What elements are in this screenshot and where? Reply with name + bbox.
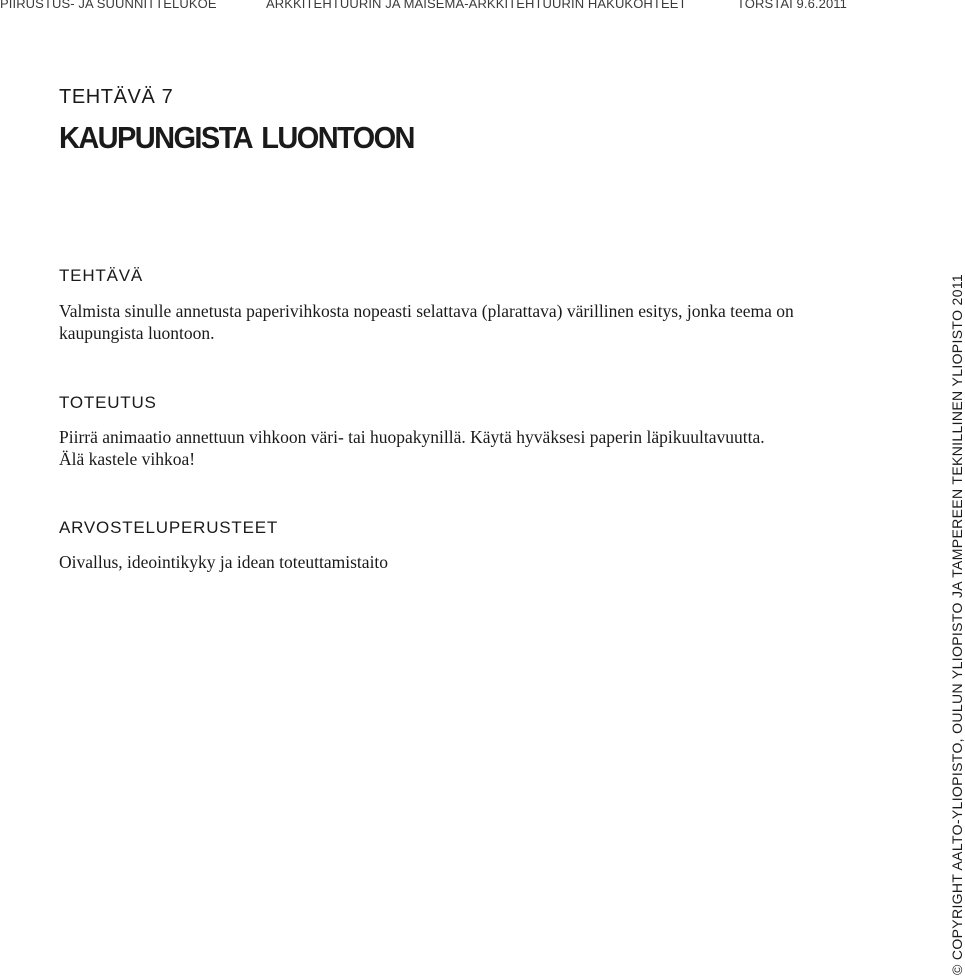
body-line: Oivallus, ideointikyky ja idean toteuttamistaito <box>59 552 389 572</box>
header-exam-name: PIIRUSTUS- JA SUUNNITTELUKOE <box>0 0 217 11</box>
section-heading-tehtava: TEHTÄVÄ <box>59 266 144 285</box>
page-title: KAUPUNGISTA LUONTOON <box>59 122 414 156</box>
section-body-toteutus <box>59 426 899 470</box>
section-body-tehtava <box>59 300 899 344</box>
body-line: Valmista sinulle annetusta paperivihkosta nopeasti selattava (plarattava) värillinen esitys, jonka teema on <box>59 301 794 321</box>
page-header <box>0 0 960 14</box>
header-date: TORSTAI 9.6.2011 <box>737 0 847 11</box>
section-body-arvosteluperusteet <box>59 551 899 573</box>
copyright-notice: © COPYRIGHT AALTO-YLIOPISTO, OULUN YLIOPISTO JA TAMPEREEN TEKNILLINEN YLIOPISTO 2011 <box>949 273 965 975</box>
section-heading-arvosteluperusteet: ARVOSTELUPERUSTEET <box>59 518 279 537</box>
section-heading-toteutus: TOTEUTUS <box>59 393 157 412</box>
body-line: Älä kastele vihkoa! <box>59 449 196 469</box>
task-number: TEHTÄVÄ 7 <box>59 86 174 108</box>
body-line: Piirrä animaatio annettuun vihkoon väri- tai huopakynillä. Käytä hyväksesi paperin läpikuultavuutta. <box>59 427 765 447</box>
header-programme: ARKKITEHTUURIN JA MAISEMA-ARKKITEHTUURIN HAKUKOHTEET <box>266 0 687 11</box>
body-line: kaupungista luontoon. <box>59 323 215 343</box>
